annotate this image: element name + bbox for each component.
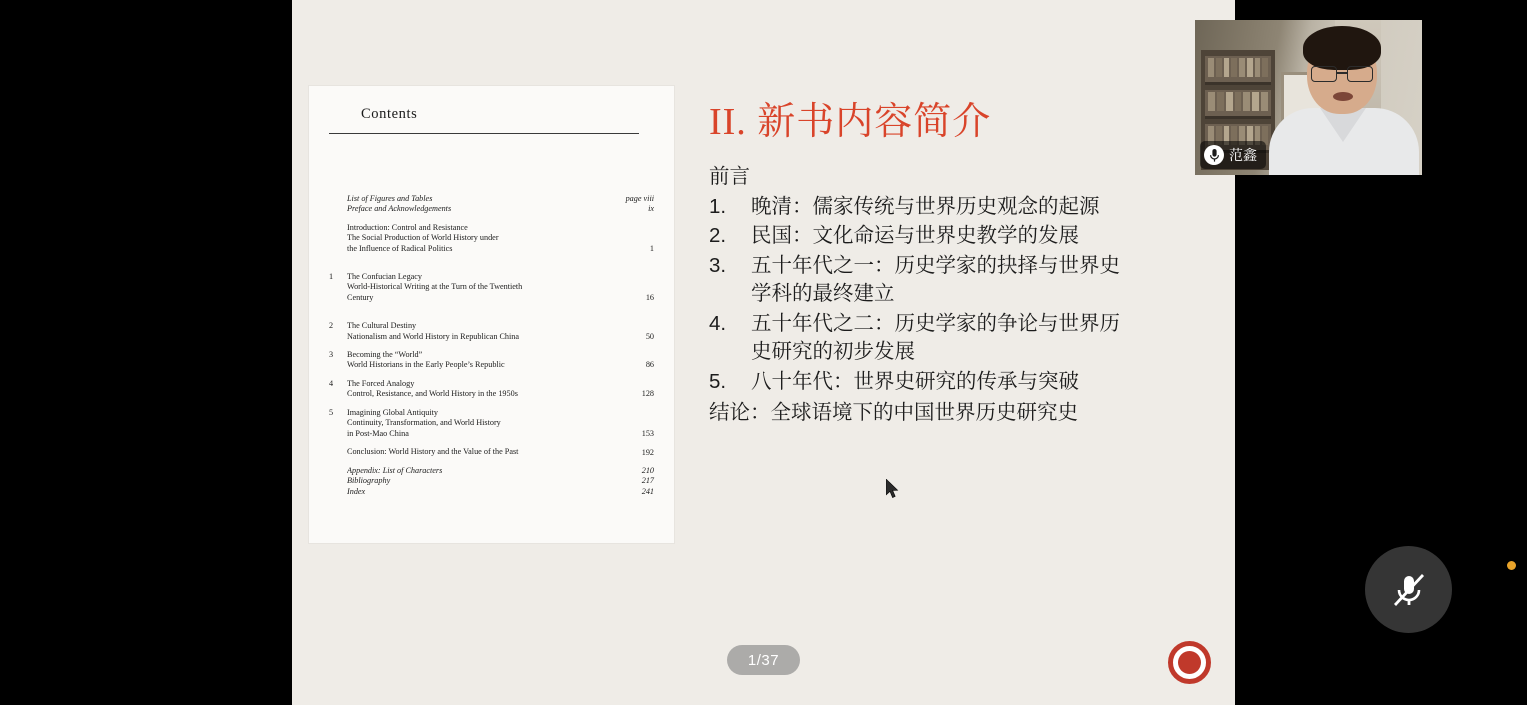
microphone-muted-icon <box>1388 569 1430 611</box>
slide-item-text: 晚清：儒家传统与世界历史观念的起源 <box>751 194 1100 218</box>
record-button[interactable] <box>1168 641 1211 684</box>
toc-entry-line: Becoming the “World” <box>347 350 423 360</box>
slide-item-text: 八十年代：世界史研究的传承与突破 <box>751 369 1079 393</box>
toc-entry <box>329 321 654 342</box>
microphone-icon[interactable] <box>1204 145 1224 165</box>
toc-entry-lines <box>347 194 654 215</box>
toc-entry-line: World Historians in the Early People’s Republic <box>347 360 505 370</box>
toc-spacer <box>329 262 654 272</box>
slide-item-number: 3. <box>709 253 727 277</box>
toc-entry-line: The Confucian Legacy <box>347 272 423 282</box>
toc-entry-lines <box>347 321 654 342</box>
toc-page-number: 16 <box>645 292 654 302</box>
participant-mouth <box>1333 92 1353 101</box>
toc-entry-number: 3 <box>329 350 334 360</box>
toc-entry-pages <box>650 244 654 254</box>
toc-page-number: ix <box>648 204 654 214</box>
slide-item <box>709 193 1129 222</box>
toc-entry-line: in Post-Mao China <box>347 428 409 438</box>
toc-entry-line: List of Figures and Tables <box>347 194 433 203</box>
toc-entry-lines <box>347 272 654 303</box>
book-contents-image <box>309 86 674 543</box>
participant-name-badge <box>1200 141 1266 169</box>
page-indicator: 1/37 <box>727 645 800 675</box>
toc-page-number: 50 <box>645 331 654 341</box>
toc-entry-pages <box>642 389 654 399</box>
book-contents-title: Contents <box>361 106 418 122</box>
slide-item-text: 五十年代之二：历史学家的争论与世界历史研究的初步发展 <box>751 311 1120 363</box>
toc-entry-line: Century <box>347 292 374 302</box>
toc-entry-line: Conclusion: World History and the Value of the Past <box>347 446 519 456</box>
toc-entry <box>329 223 654 254</box>
toc-entry-line: The Social Production of World History under <box>347 233 499 243</box>
toc-entry <box>329 350 654 371</box>
toc-entry-line: Introduction: Control and Resistance <box>347 222 468 232</box>
toc-entry <box>329 408 654 439</box>
toc-entry-lines <box>347 379 654 400</box>
toc-page-number: 128 <box>641 389 654 399</box>
toc-entry-number: 4 <box>329 378 334 388</box>
participant-glasses <box>1311 66 1373 80</box>
toc-entry-lines <box>347 350 654 371</box>
toc-entry-pages <box>646 332 654 342</box>
slide-item <box>709 368 1129 397</box>
book-title-divider <box>329 133 639 134</box>
slide-item <box>709 310 1129 367</box>
participant-hair <box>1303 26 1381 70</box>
toc-entry-number: 2 <box>329 321 334 331</box>
slide-preface: 前言 <box>709 165 750 188</box>
toc-entry <box>329 272 654 303</box>
slide-item-number: 5. <box>709 369 727 393</box>
toc-entry-pages <box>626 194 654 215</box>
slide-item <box>709 252 1129 309</box>
toc-entry-line: Control, Resistance, and World History in the 1950s <box>347 389 518 399</box>
toc-entry <box>329 379 654 400</box>
toc-page-number: 1 <box>649 243 654 253</box>
toc-entry-line: The Cultural Destiny <box>347 321 417 331</box>
participant-video-tile[interactable] <box>1195 20 1422 175</box>
toc-spacer <box>329 505 654 515</box>
slide-conclusion: 结论：全球语境下的中国世界历史研究史 <box>709 401 1078 424</box>
toc-page-number: 241 <box>641 486 654 496</box>
toc-entry <box>329 194 654 215</box>
toc-page-number: 153 <box>641 428 654 438</box>
slide-item <box>709 222 1129 251</box>
toc-page-number: page viii <box>625 194 654 203</box>
toc-page-number: 210 <box>641 465 654 475</box>
toc-entry-lines <box>347 408 654 439</box>
toc-entry-line: Bibliography <box>347 476 391 486</box>
slide-item-number: 2. <box>709 224 727 247</box>
participant-name: 范鑫 <box>1229 147 1257 163</box>
toc-entry-pages <box>642 429 654 439</box>
slide-item-list <box>709 193 1129 397</box>
toc-entry-line: World-Historical Writing at the Turn of the Twentieth <box>347 282 523 292</box>
toc-entry-lines <box>347 223 654 254</box>
mute-toggle-button[interactable] <box>1365 546 1452 633</box>
slide-item-text: 民国：文化命运与世界史教学的发展 <box>751 224 1079 247</box>
toc-spacer <box>329 311 654 321</box>
toc-entry <box>329 466 654 497</box>
record-stop-icon <box>1168 641 1211 684</box>
toc-entry-line: Imagining Global Antiquity <box>347 407 438 417</box>
book-toc-list <box>329 194 654 515</box>
toc-entry-line: Preface and Acknowledgements <box>347 204 452 214</box>
toc-entry-line: Continuity, Transformation, and World History <box>347 418 501 428</box>
toc-entry-pages <box>642 466 654 497</box>
slide-body <box>709 163 1129 428</box>
slide-item-number: 4. <box>709 311 727 335</box>
toc-entry-pages <box>646 293 654 303</box>
toc-entry-number: 1 <box>329 272 334 282</box>
toc-entry-line: The Forced Analogy <box>347 378 415 388</box>
toc-entry-line: Index <box>347 486 366 496</box>
toc-page-number: 217 <box>641 476 654 486</box>
toc-entry <box>329 447 654 458</box>
slide-canvas <box>292 0 1235 705</box>
slide-heading: II. 新书内容简介 <box>709 101 992 143</box>
toc-entry-line: Appendix: List of Characters <box>347 465 443 475</box>
slide-item-number: 1. <box>709 194 727 218</box>
toc-entry-line: Nationalism and World History in Republican China <box>347 331 520 341</box>
toc-entry-lines <box>347 447 654 457</box>
toc-entry-line: the Influence of Radical Politics <box>347 243 453 253</box>
slide-item-text: 五十年代之一：历史学家的抉择与世界史学科的最终建立 <box>751 253 1120 305</box>
toc-entry-pages <box>642 448 654 458</box>
toc-entry-pages <box>646 360 654 370</box>
toc-page-number: 86 <box>645 360 654 370</box>
toc-entry-lines <box>347 466 654 497</box>
toc-page-number: 192 <box>641 447 654 457</box>
toc-entry-number: 5 <box>329 407 334 417</box>
status-indicator-dot <box>1507 561 1516 570</box>
